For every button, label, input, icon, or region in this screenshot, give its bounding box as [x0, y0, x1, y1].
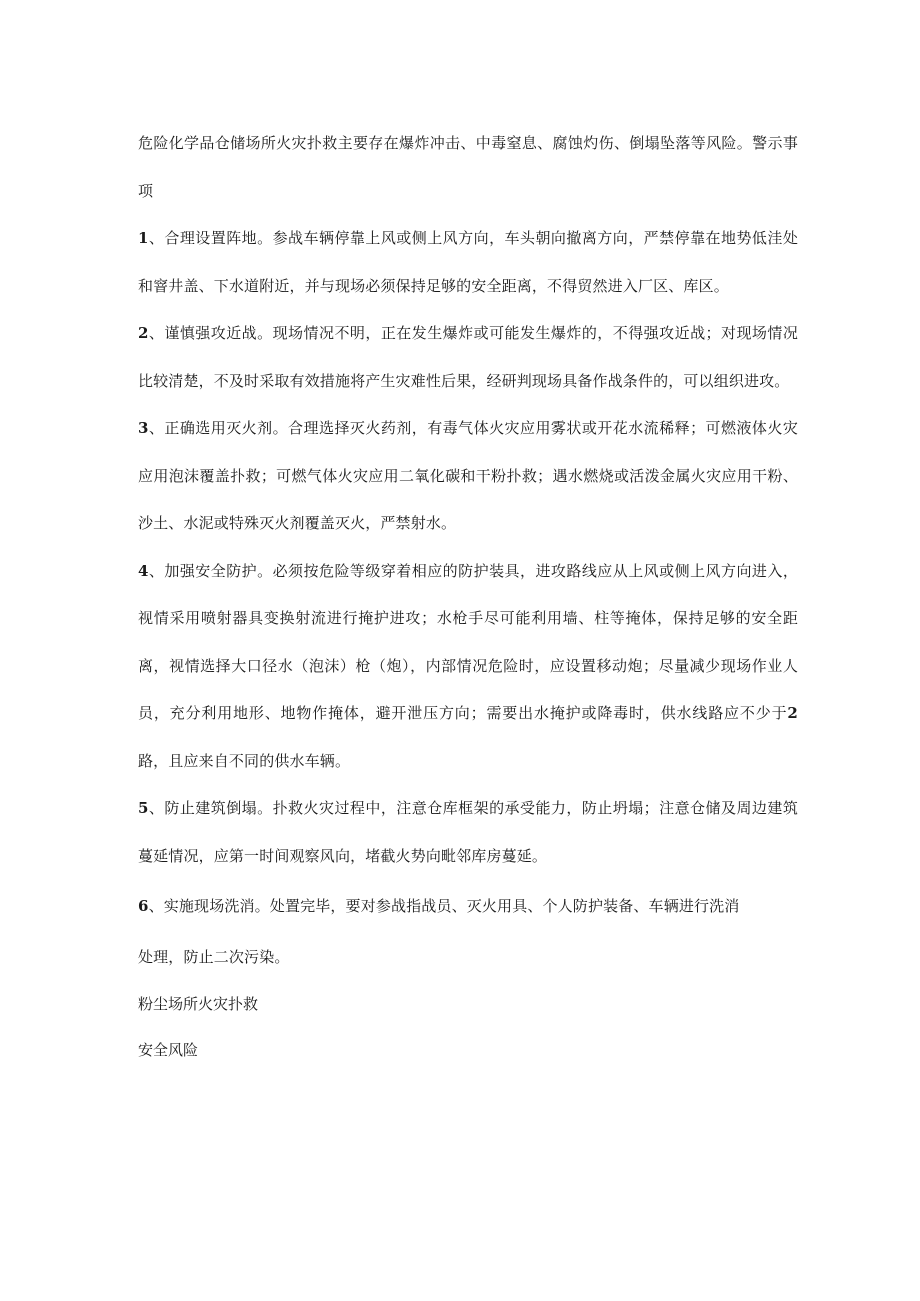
- item-3: [138, 405, 798, 548]
- document-body: [138, 120, 798, 1073]
- section-heading-safety-risk: 安全风险: [138, 1041, 199, 1059]
- item-1: [138, 215, 798, 310]
- item-4-text: 、加强安全防护。必须按危险等级穿着相应的防护装具，进攻路线应从上风或侧上风方向进入，视情采用喷射器具变换射流进行掩护进攻；水枪手尽可能利用墙、柱等掩体，保持足够的安全距离，视情选择大口径水（泡沫）枪（炮），内部情况危险时，应设置移动炮；尽量减少现场作业人员，充分利用地形、地物作掩体，避开泄压方向；需要出水掩护或降毒时，供水线路应不少于: [138, 561, 798, 722]
- item-6-continuation: 处理，防止二次污染。: [138, 947, 290, 966]
- item-4: [138, 548, 798, 786]
- item-2: [138, 310, 798, 405]
- item-6-number: 6: [138, 897, 149, 915]
- item-4-text-end: 路，且应来自不同的供水车辆。: [138, 751, 351, 770]
- item-1-number: 1: [138, 229, 149, 247]
- item-5: [138, 785, 798, 880]
- item-2-number: 2: [138, 324, 149, 342]
- item-5-text: 、防止建筑倒塌。扑救火灾过程中，注意仓库框架的承受能力，防止坍塌；注意仓储及周边建筑蔓延情况，应第一时间观察风向，堵截火势向毗邻库房蔓延。: [138, 799, 798, 865]
- section-heading-dust-fire: 粉尘场所火灾扑救: [138, 995, 259, 1013]
- item-5-number: 5: [138, 799, 149, 817]
- intro-paragraph: 危险化学品仓储场所火灾扑救主要存在爆炸冲击、中毒窒息、腐蚀灼伤、倒塌坠落等风险。警示事项: [138, 134, 798, 200]
- item-1-text: 、合理设置阵地。参战车辆停靠上风或侧上风方向，车头朝向撤离方向，严禁停靠在地势低洼处和窨井盖、下水道附近，并与现场必须保持足够的安全距离，不得贸然进入厂区、库区。: [138, 229, 798, 295]
- item-6-text: 、实施现场洗消。处置完毕，要对参战指战员、灭火用具、个人防护装备、车辆进行洗消: [148, 897, 740, 915]
- item-4-route-count: 2: [787, 704, 798, 722]
- item-4-number: 4: [138, 561, 149, 580]
- item-2-text: 、谨慎强攻近战。现场情况不明，正在发生爆炸或可能发生爆炸的，不得强攻近战；对现场情况比较清楚，不及时采取有效措施将产生灾难性后果，经研判现场具备作战条件的，可以组织进攻。: [138, 324, 798, 390]
- item-3-number: 3: [138, 419, 149, 437]
- item-3-text: 、正确选用灭火剂。合理选择灭火药剂，有毒气体火灾应用雾状或开花水流稀释；可燃液体火灾应用泡沫覆盖扑救；可燃气体火灾应用二氧化碳和干粉扑救；遇水燃烧或活泼金属火灾应用干粉、沙土、水泥或特殊灭火剂覆盖灭火，严禁射水。: [138, 419, 798, 532]
- item-6: [138, 883, 798, 931]
